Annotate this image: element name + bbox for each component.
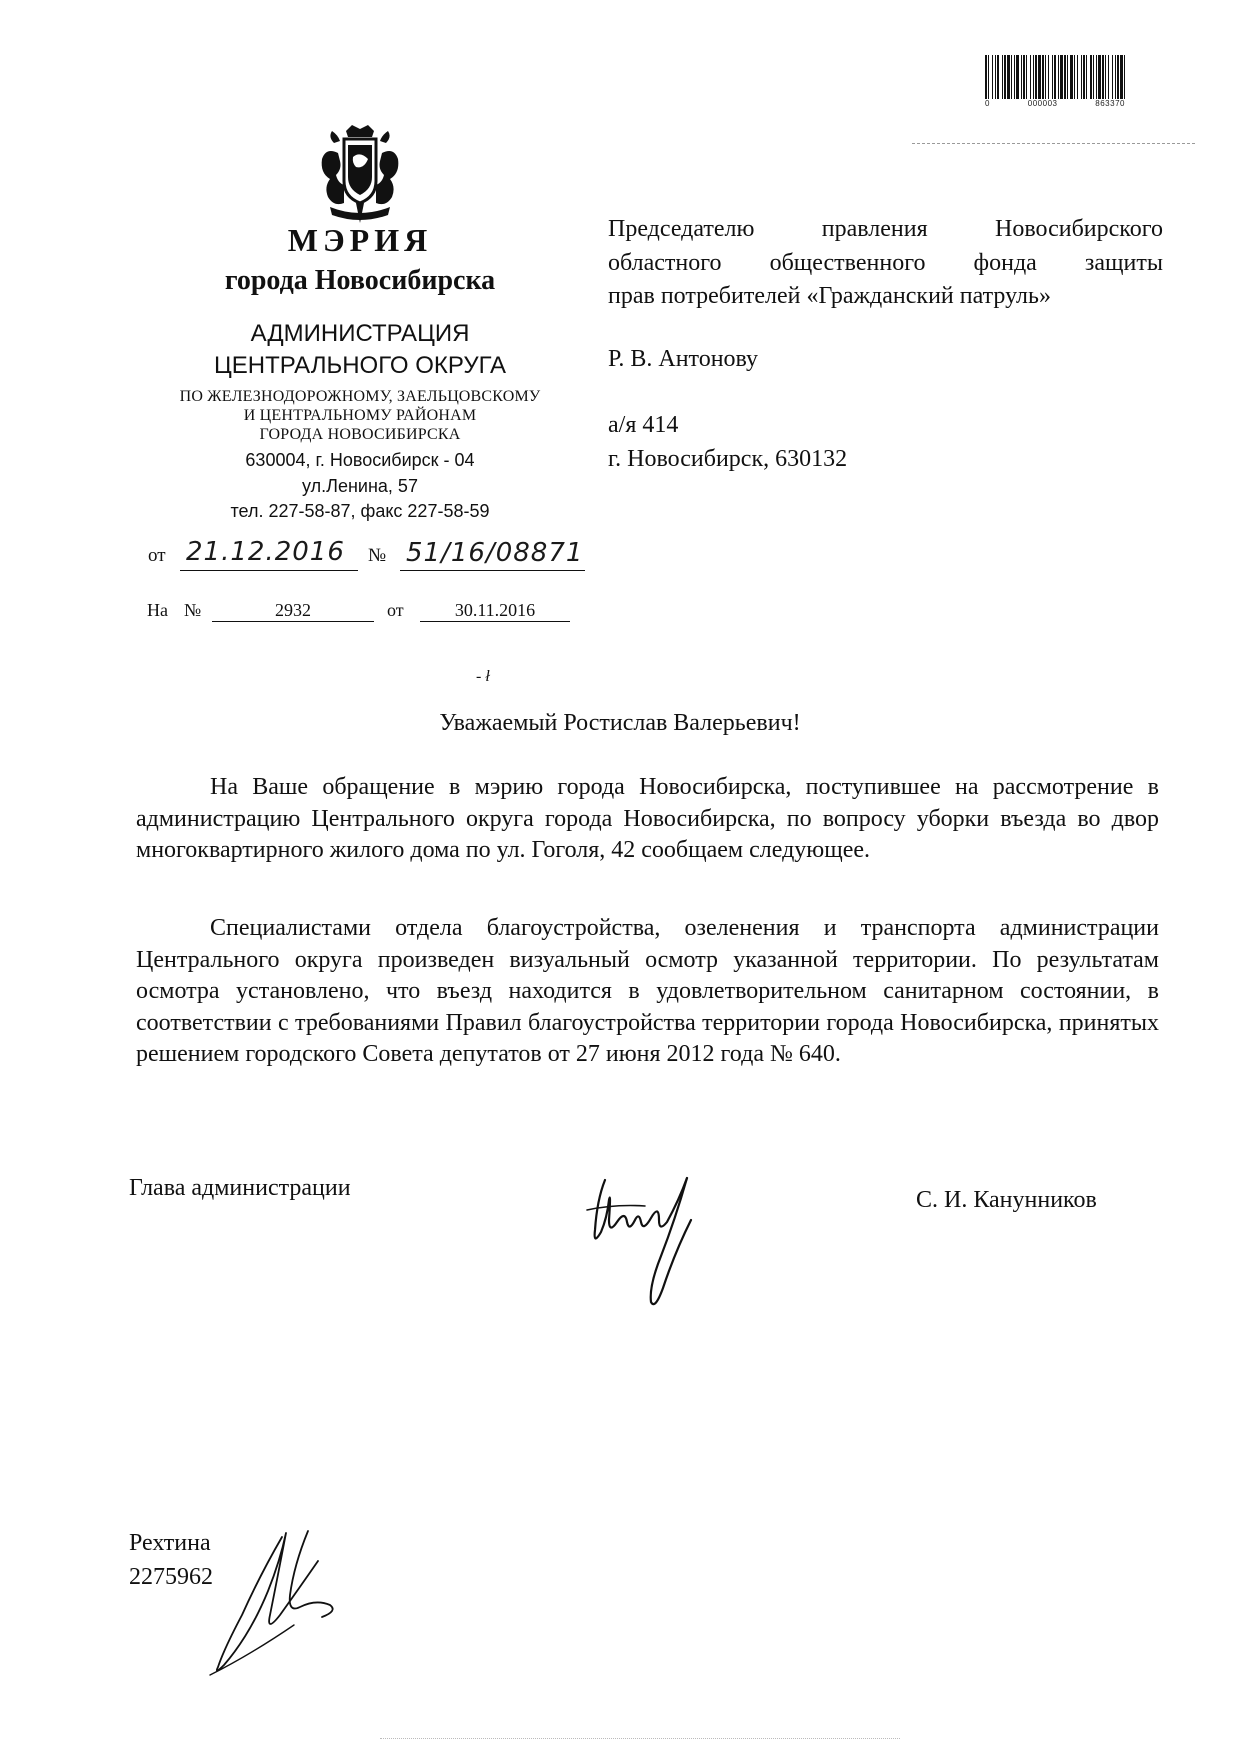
barcode-bar xyxy=(1033,55,1034,99)
scan-rule-line xyxy=(912,143,1195,144)
recipient-po-box: а/я 414 xyxy=(608,412,679,438)
barcode-bar xyxy=(988,55,989,99)
barcode-bar xyxy=(1067,55,1068,99)
barcode-number-right: 863370 xyxy=(1095,99,1125,108)
outgoing-date-underline xyxy=(180,570,358,571)
barcode-bar xyxy=(1007,55,1010,99)
recipient-line-3: прав потребителей «Гражданский патруль» xyxy=(608,283,1051,309)
reference-date-label: от xyxy=(387,600,404,620)
signer-name: С. И. Канунников xyxy=(916,1187,1097,1213)
barcode-bar xyxy=(1115,55,1116,99)
sender-phones: тел. 227-58-87, факс 227-58-59 xyxy=(230,501,490,521)
barcode-bar xyxy=(1108,55,1109,99)
barcode-bar xyxy=(1048,55,1049,99)
barcode-bar xyxy=(1112,55,1113,99)
barcode-bar xyxy=(1060,55,1063,99)
barcode-bar xyxy=(1002,55,1003,99)
barcode-bar xyxy=(1081,55,1082,99)
reference-date: 30.11.2016 xyxy=(420,600,570,622)
barcode-bar xyxy=(1004,55,1006,99)
barcode-bar xyxy=(1054,55,1056,99)
signer-title: Глава администрации xyxy=(129,1175,351,1201)
reference-number: 2932 xyxy=(212,600,374,622)
body-paragraph-1: На Ваше обращение в мэрию города Новосибирска, поступившее на рассмотрение в администрацию Центрального округа города Новосибирска, по вопросу уборки въезда во двор многоквартирного жилого дома по ул. Гоголя, 42 сообщаем следующее. xyxy=(136,774,1159,863)
barcode-bar xyxy=(1074,55,1075,99)
reference-number-label: № xyxy=(184,600,202,620)
outgoing-date-handwritten: 21.12.2016 xyxy=(186,537,345,567)
body-paragraph-2: Специалистами отдела благоустройства, озеленения и транспорта администрации Центрального округа произведен визуальный осмотр указанной территории. По результатам осмотра установлено, что въезд находится в удовлетворительном санитарном состоянии, в соответствии с требованиями Правил благоустройства территории города Новосибирска, принятых решением городского Совета депутатов от 27 июня 2012 года № 640. xyxy=(136,915,1159,1067)
administration-title: АДМИНИСТРАЦИЯ xyxy=(250,320,470,347)
barcode-bar xyxy=(1011,55,1012,99)
barcode-bar xyxy=(1098,55,1101,99)
barcode-number xyxy=(985,99,1125,108)
barcode-bar xyxy=(1023,55,1025,99)
barcode-bar xyxy=(1038,55,1041,99)
signature xyxy=(575,1160,725,1310)
barcode-bar xyxy=(1016,55,1019,99)
outgoing-number-label: № xyxy=(368,545,387,566)
barcode-bar xyxy=(1083,55,1085,99)
barcode-bar xyxy=(1014,55,1015,99)
districts-line-1: ПО ЖЕЛЕЗНОДОРОЖНОМУ, ЗАЕЛЬЦОВСКОМУ xyxy=(179,388,541,405)
barcode-bar xyxy=(1077,55,1078,99)
barcode-number-left: 0 xyxy=(985,99,990,108)
barcode-bar xyxy=(1052,55,1053,99)
barcode-bar xyxy=(1042,55,1044,99)
executor-initials-signature xyxy=(190,1525,350,1680)
barcode-bar xyxy=(985,55,987,99)
barcode-bar xyxy=(1090,55,1092,99)
barcode-bar xyxy=(1102,55,1104,99)
executor-phone: 2275962 xyxy=(129,1564,213,1590)
barcode-bar xyxy=(1120,55,1123,99)
executor-name: Рехтина xyxy=(129,1530,211,1556)
barcode-bar xyxy=(997,55,999,99)
barcode-bar xyxy=(1026,55,1027,99)
barcode-bar xyxy=(1086,55,1087,99)
outgoing-date-label: от xyxy=(148,545,166,566)
barcode-bar xyxy=(1058,55,1059,99)
recipient-line-2: областного общественного фонда защиты xyxy=(608,250,1163,276)
barcode-bar xyxy=(1035,55,1037,99)
barcode-bar xyxy=(1045,55,1046,99)
barcode-bar xyxy=(1105,55,1106,99)
recipient-city: г. Новосибирск, 630132 xyxy=(608,446,848,472)
salutation: Уважаемый Ростислав Валерьевич! xyxy=(439,710,801,736)
coat-of-arms-emblem xyxy=(316,123,404,227)
barcode-bar xyxy=(1064,55,1066,99)
barcode xyxy=(985,55,1125,107)
recipient-name: Р. В. Антонову xyxy=(608,346,759,372)
mayoralty-title: МЭРИЯ xyxy=(287,222,433,258)
barcode-bar xyxy=(1070,55,1073,99)
barcode-bar xyxy=(1096,55,1097,99)
barcode-bar xyxy=(1093,55,1094,99)
barcode-bars xyxy=(985,55,1125,99)
reference-on-label: На xyxy=(147,600,168,620)
barcode-bar xyxy=(1124,55,1125,99)
sender-address-line-1: 630004, г. Новосибирск - 04 xyxy=(245,450,475,470)
bottom-scan-edge xyxy=(380,1738,900,1739)
barcode-bar xyxy=(1117,55,1119,99)
handwritten-mark: - ł xyxy=(476,668,490,685)
barcode-bar xyxy=(995,55,996,99)
districts-line-2: И ЦЕНТРАЛЬНОМУ РАЙОНАМ xyxy=(243,407,477,424)
outgoing-number-underline xyxy=(400,570,585,571)
recipient-line-1: Председателю правления Новосибирского xyxy=(608,216,1163,242)
barcode-bar xyxy=(1021,55,1022,99)
city-title: города Новосибирска xyxy=(224,265,496,296)
sender-address-line-2: ул.Ленина, 57 xyxy=(302,476,418,496)
district-title: ЦЕНТРАЛЬНОГО ОКРУГА xyxy=(214,352,506,379)
barcode-bar xyxy=(992,55,993,99)
districts-line-3: ГОРОДА НОВОСИБИРСКА xyxy=(259,426,461,443)
barcode-bar xyxy=(1030,55,1031,99)
outgoing-number-handwritten: 51/16/08871 xyxy=(406,538,584,568)
barcode-number-mid: 000003 xyxy=(1027,99,1058,108)
